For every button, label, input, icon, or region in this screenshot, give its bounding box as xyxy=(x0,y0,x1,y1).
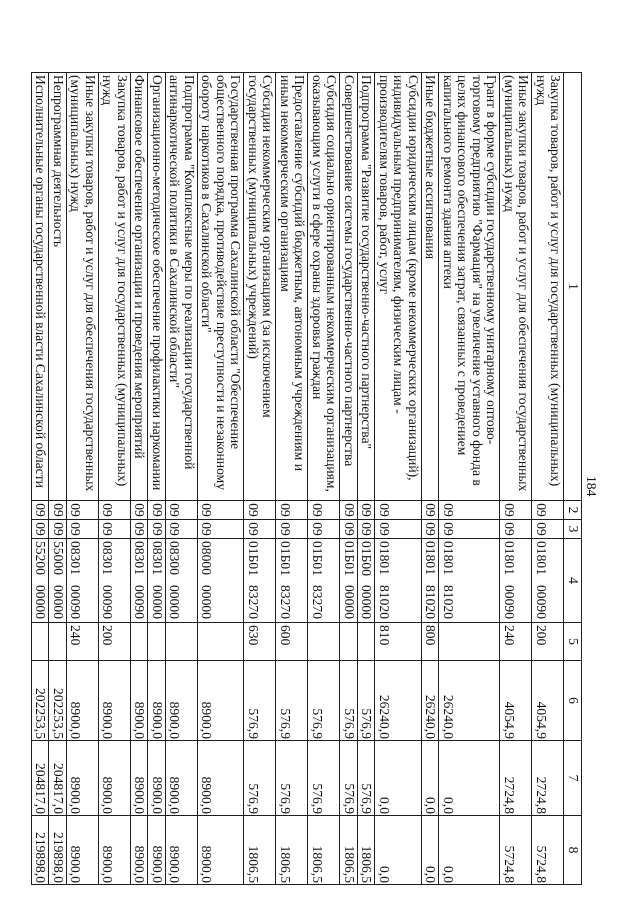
section-code: 09 xyxy=(198,501,245,520)
expense-type-code xyxy=(49,623,67,661)
amount-column-7: 8900,0 xyxy=(148,741,166,816)
amount-column-8: 1806,5 xyxy=(340,816,358,885)
expense-type-code: 240 xyxy=(500,623,532,661)
subsection-code: 09 xyxy=(422,520,440,539)
target-article-code: 55200 00000 xyxy=(32,539,50,623)
table-row xyxy=(148,73,166,885)
table-row xyxy=(375,73,422,885)
amount-column-7: 8900,0 xyxy=(131,741,149,816)
amount-column-7: 204817,0 xyxy=(32,741,50,816)
amount-column-6: 576,9 xyxy=(244,661,276,741)
subsection-code: 09 xyxy=(340,520,358,539)
table-row xyxy=(244,73,276,885)
amount-column-8: 219898,0 xyxy=(32,816,50,885)
amount-column-8: 0,0 xyxy=(422,816,440,885)
subsection-code: 09 xyxy=(358,520,376,539)
target-article-code: 01801 00090 xyxy=(500,539,532,623)
column-header-8: 8 xyxy=(564,816,582,885)
table-row xyxy=(422,73,440,885)
table-row xyxy=(32,73,50,885)
amount-column-8: 1806,5 xyxy=(358,816,376,885)
target-article-code: 55000 00000 xyxy=(49,539,67,623)
section-code: 09 xyxy=(99,501,131,520)
subsection-code: 09 xyxy=(439,520,500,539)
amount-column-7: 0,0 xyxy=(422,741,440,816)
table-row xyxy=(439,73,500,885)
amount-column-7: 204817,0 xyxy=(49,741,67,816)
amount-column-8: 8900,0 xyxy=(148,816,166,885)
amount-column-7: 2724,8 xyxy=(500,741,532,816)
amount-column-8: 8900,0 xyxy=(166,816,198,885)
target-article-code: 01Б01 83270 xyxy=(276,539,308,623)
section-code: 09 xyxy=(500,501,532,520)
amount-column-6: 26240,0 xyxy=(375,661,422,741)
amount-column-6: 8900,0 xyxy=(148,661,166,741)
expense-type-code xyxy=(198,623,245,661)
amount-column-8: 1806,5 xyxy=(276,816,308,885)
amount-column-7: 0,0 xyxy=(439,741,500,816)
target-article-code: 01801 81020 xyxy=(422,539,440,623)
amount-column-6: 202253,5 xyxy=(32,661,50,741)
table-row xyxy=(198,73,245,885)
amount-column-6: 576,9 xyxy=(340,661,358,741)
amount-column-8: 8900,0 xyxy=(99,816,131,885)
section-code: 09 xyxy=(32,501,50,520)
table-row xyxy=(131,73,149,885)
amount-column-6: 202253,5 xyxy=(49,661,67,741)
amount-column-6: 576,9 xyxy=(358,661,376,741)
expense-type-code xyxy=(166,623,198,661)
row-name: Совершенствование системы государственно-частного партнерства xyxy=(340,73,358,501)
amount-column-7: 8900,0 xyxy=(67,741,99,816)
subsection-code: 09 xyxy=(148,520,166,539)
section-code: 09 xyxy=(340,501,358,520)
amount-column-8: 8900,0 xyxy=(198,816,245,885)
row-name: Субсидия социально ориентированным некоммерческим организациям, оказывающим услуги в сфере охраны здоровья граждан xyxy=(308,73,340,501)
amount-column-6: 8900,0 xyxy=(166,661,198,741)
column-header-5: 5 xyxy=(564,623,582,661)
amount-column-6: 576,9 xyxy=(308,661,340,741)
column-header-2: 2 xyxy=(564,501,582,520)
subsection-code: 09 xyxy=(532,520,564,539)
section-code: 09 xyxy=(67,501,99,520)
expense-type-code: 200 xyxy=(99,623,131,661)
table-row xyxy=(67,73,99,885)
amount-column-7: 0,0 xyxy=(375,741,422,816)
table-row xyxy=(358,73,376,885)
column-header-1: 1 xyxy=(564,73,582,501)
section-code: 09 xyxy=(244,501,276,520)
section-code: 09 xyxy=(49,501,67,520)
target-article-code: 01Б00 00000 xyxy=(358,539,376,623)
expense-type-code: 600 xyxy=(276,623,308,661)
target-article-code: 08301 00090 xyxy=(67,539,99,623)
subsection-code: 09 xyxy=(198,520,245,539)
subsection-code: 09 xyxy=(67,520,99,539)
amount-column-8: 1806,5 xyxy=(308,816,340,885)
row-name: Предоставление субсидий бюджетным, автономным учреждениям и иным некоммерческим организациям xyxy=(276,73,308,501)
expense-type-code xyxy=(32,623,50,661)
subsection-code: 09 xyxy=(99,520,131,539)
amount-column-8: 0,0 xyxy=(439,816,500,885)
table-row xyxy=(99,73,131,885)
amount-column-7: 8900,0 xyxy=(198,741,245,816)
section-code: 09 xyxy=(148,501,166,520)
budget-table xyxy=(31,72,582,885)
section-code: 09 xyxy=(276,501,308,520)
table-row xyxy=(500,73,532,885)
row-name: Непрограммная деятельность xyxy=(49,73,67,501)
row-name: Государственная программа Сахалинской области "Обеспечение общественного порядка, противодействие преступности и незаконному обороту наркотиков в Сахалинской области" xyxy=(198,73,245,501)
section-code: 09 xyxy=(375,501,422,520)
amount-column-6: 4054,9 xyxy=(532,661,564,741)
target-article-code: 01801 81020 xyxy=(439,539,500,623)
amount-column-7: 2724,8 xyxy=(532,741,564,816)
row-name: Подпрограмма "Развитие государственно-частного партнерства" xyxy=(358,73,376,501)
row-name: Закупка товаров, работ и услуг для государственных (муниципальных) нужд xyxy=(99,73,131,501)
target-article-code: 08301 00090 xyxy=(99,539,131,623)
target-article-code: 01Б01 00000 xyxy=(340,539,358,623)
amount-column-7: 576,9 xyxy=(358,741,376,816)
table-row xyxy=(308,73,340,885)
row-name: Исполнительные органы государственной власти Сахалинской области xyxy=(32,73,50,501)
subsection-code: 09 xyxy=(32,520,50,539)
subsection-code: 09 xyxy=(166,520,198,539)
target-article-code: 01801 81020 xyxy=(375,539,422,623)
section-code: 09 xyxy=(358,501,376,520)
amount-column-8: 5724,8 xyxy=(500,816,532,885)
amount-column-6: 4054,9 xyxy=(500,661,532,741)
row-name: Грант в форме субсидии государственному унитарному оптово- торговому предприятию "Фармация" на увеличение уставного фонда в целях финансового обеспечения затрат, связанных с проведением капитального ремонта здания аптеки xyxy=(439,73,500,501)
amount-column-6: 576,9 xyxy=(276,661,308,741)
expense-type-code xyxy=(131,623,149,661)
target-article-code: 08301 00090 xyxy=(131,539,149,623)
expense-type-code: 800 xyxy=(422,623,440,661)
amount-column-6: 8900,0 xyxy=(131,661,149,741)
amount-column-8: 0,0 xyxy=(375,816,422,885)
expense-type-code: 630 xyxy=(244,623,276,661)
subsection-code: 09 xyxy=(375,520,422,539)
column-header-6: 6 xyxy=(564,661,582,741)
target-article-code: 01Б01 83270 xyxy=(244,539,276,623)
section-code: 09 xyxy=(308,501,340,520)
column-number-row xyxy=(564,73,582,885)
page-number: 184 xyxy=(584,476,599,497)
row-name: Иные закупки товаров, работ и услуг для обеспечения государственных (муниципальных) нужд xyxy=(67,73,99,501)
expense-type-code xyxy=(358,623,376,661)
amount-column-6: 8900,0 xyxy=(67,661,99,741)
amount-column-8: 5724,8 xyxy=(532,816,564,885)
subsection-code: 09 xyxy=(308,520,340,539)
amount-column-6: 26240,0 xyxy=(422,661,440,741)
section-code: 09 xyxy=(422,501,440,520)
target-article-code: 01801 00090 xyxy=(532,539,564,623)
target-article-code: 08300 00000 xyxy=(166,539,198,623)
subsection-code: 09 xyxy=(131,520,149,539)
expense-type-code xyxy=(308,623,340,661)
amount-column-6: 8900,0 xyxy=(99,661,131,741)
subsection-code: 09 xyxy=(500,520,532,539)
amount-column-7: 576,9 xyxy=(340,741,358,816)
table-row xyxy=(49,73,67,885)
target-article-code: 01Б01 83270 xyxy=(308,539,340,623)
row-name: Иные закупки товаров, работ и услуг для обеспечения государственных (муниципальных) нужд xyxy=(500,73,532,501)
amount-column-7: 8900,0 xyxy=(99,741,131,816)
amount-column-8: 219898,0 xyxy=(49,816,67,885)
amount-column-8: 8900,0 xyxy=(131,816,149,885)
table-row xyxy=(532,73,564,885)
row-name: Организационно-методическое обеспечение профилактики наркомании xyxy=(148,73,166,501)
subsection-code: 09 xyxy=(276,520,308,539)
expense-type-code: 810 xyxy=(375,623,422,661)
table-row xyxy=(340,73,358,885)
amount-column-7: 576,9 xyxy=(244,741,276,816)
section-code: 09 xyxy=(532,501,564,520)
target-article-code: 08000 00000 xyxy=(198,539,245,623)
row-name: Финансовое обеспечение организации и проведения мероприятий xyxy=(131,73,149,501)
amount-column-7: 576,9 xyxy=(308,741,340,816)
row-name: Подпрограмма "Комплексные меры по реализации государственной антинаркотической политики в Сахалинской области" xyxy=(166,73,198,501)
table-row xyxy=(276,73,308,885)
target-article-code: 08301 00000 xyxy=(148,539,166,623)
row-name: Субсидии некоммерческим организациям (за исключением государственных (муниципальных) учреждений) xyxy=(244,73,276,501)
table-row xyxy=(166,73,198,885)
expense-type-code xyxy=(439,623,500,661)
subsection-code: 09 xyxy=(49,520,67,539)
expense-type-code: 200 xyxy=(532,623,564,661)
row-name: Закупка товаров, работ и услуг для государственных (муниципальных) нужд xyxy=(532,73,564,501)
column-header-7: 7 xyxy=(564,741,582,816)
amount-column-7: 576,9 xyxy=(276,741,308,816)
subsection-code: 09 xyxy=(244,520,276,539)
row-name: Субсидии юридическим лицам (кроме некоммерческих организаций), индивидуальным предпринимателям, физическим лицам - производителям товаров, работ, услуг xyxy=(375,73,422,501)
section-code: 09 xyxy=(439,501,500,520)
amount-column-8: 1806,5 xyxy=(244,816,276,885)
column-header-3: 3 xyxy=(564,520,582,539)
column-header-4: 4 xyxy=(564,539,582,623)
section-code: 09 xyxy=(131,501,149,520)
row-name: Иные бюджетные ассигнования xyxy=(422,73,440,501)
amount-column-6: 26240,0 xyxy=(439,661,500,741)
section-code: 09 xyxy=(166,501,198,520)
amount-column-6: 8900,0 xyxy=(198,661,245,741)
expense-type-code: 240 xyxy=(67,623,99,661)
amount-column-7: 8900,0 xyxy=(166,741,198,816)
amount-column-8: 8900,0 xyxy=(67,816,99,885)
expense-type-code xyxy=(148,623,166,661)
expense-type-code xyxy=(340,623,358,661)
